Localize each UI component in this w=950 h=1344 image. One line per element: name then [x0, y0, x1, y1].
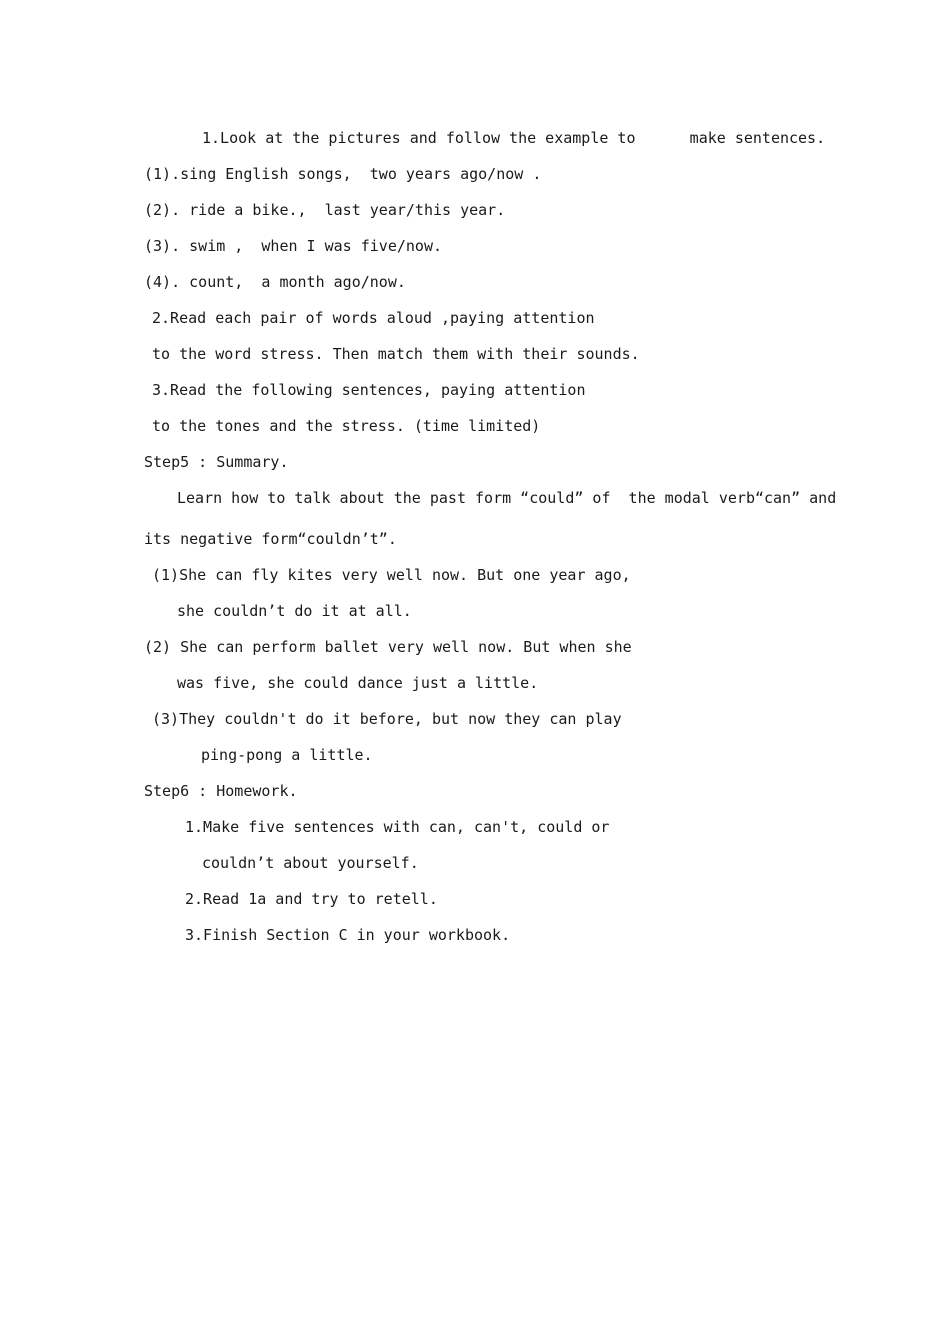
summary-paragraph-line-1: Learn how to talk about the past form “could” of the modal verb“can” and	[177, 489, 837, 507]
task-1-item-2: (2). ride a bike., last year/this year.	[144, 201, 506, 219]
task-1-item-3: (3). swim , when I was five/now.	[144, 237, 443, 255]
task-3-instruction-line-2: to the tones and the stress. (time limited)	[152, 417, 541, 435]
example-2-line-2: was five, she could dance just a little.	[177, 674, 539, 692]
example-3-line-2: ping-pong a little.	[201, 746, 373, 764]
task-1-item-1: (1).sing English songs, two years ago/now .	[144, 165, 542, 183]
example-2-line-1: (2) She can perform ballet very well now. But when she	[144, 638, 632, 656]
example-1-line-2: she couldn’t do it at all.	[177, 602, 412, 620]
task-2-instruction-line-1: 2.Read each pair of words aloud ,paying attention	[152, 309, 595, 327]
task-2-instruction-line-2: to the word stress. Then match them with their sounds.	[152, 345, 640, 363]
step5-heading: Step5 : Summary.	[144, 453, 289, 471]
homework-item-1-line-1: 1.Make five sentences with can, can't, could or	[185, 818, 610, 836]
example-1-line-1: (1)She can fly kites very well now. But one year ago,	[152, 566, 631, 584]
homework-item-1-line-2: couldn’t about yourself.	[202, 854, 419, 872]
task-3-instruction-line-1: 3.Read the following sentences, paying attention	[152, 381, 586, 399]
summary-paragraph-line-2: its negative form“couldn’t”.	[144, 530, 397, 548]
homework-item-2: 2.Read 1a and try to retell.	[185, 890, 438, 908]
task-1-item-4: (4). count, a month ago/now.	[144, 273, 406, 291]
task-1-instruction: 1.Look at the pictures and follow the example to make sentences.	[202, 129, 826, 147]
example-3-line-1: (3)They couldn't do it before, but now they can play	[152, 710, 622, 728]
homework-item-3: 3.Finish Section C in your workbook.	[185, 926, 511, 944]
step6-heading: Step6 : Homework.	[144, 782, 298, 800]
